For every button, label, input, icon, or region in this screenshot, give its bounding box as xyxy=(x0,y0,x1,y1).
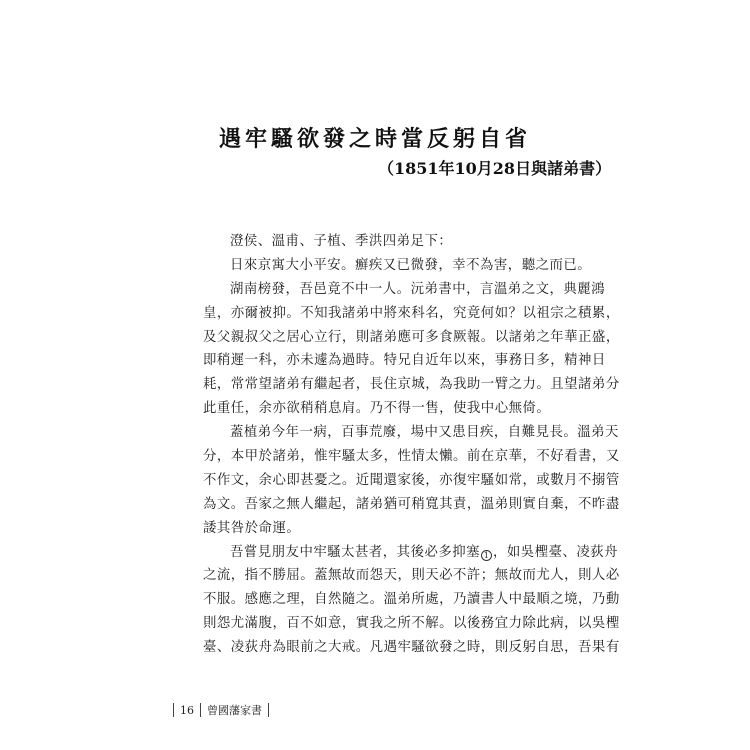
text-line-content: 湖南榜發，吾邑竟不中一人。沅弟書中，言溫弟之文，典麗鴻 xyxy=(230,281,606,297)
text-line xyxy=(203,541,619,565)
text-line xyxy=(203,588,620,612)
page-footer xyxy=(173,702,269,718)
text-line-content: 日來京寓大小平安。癬疾又已微發，幸不為害，聽之而已。 xyxy=(230,257,592,273)
text-line-content: 吾嘗見朋友中牢騷太甚者，其後必多抑塞 xyxy=(230,544,481,560)
page-subtitle: （1851年10月28日與諸弟書） xyxy=(378,159,612,178)
book-title: 曾國藩家書 xyxy=(207,704,262,717)
text-line-content: 蓋植弟今年一病，百事荒廢，場中又患目疾，自難見長。溫弟天 xyxy=(230,425,619,441)
text-line xyxy=(203,397,573,421)
text-line xyxy=(203,517,573,541)
text-line-continuation: ，如吳檉臺、凌荻舟 xyxy=(493,544,619,560)
text-line xyxy=(203,445,620,469)
text-line xyxy=(203,326,620,350)
text-line-content: 即稍遲一科，亦未遽為過時。特兄自近年以來，事務日多，精神日 xyxy=(203,353,606,369)
text-line-content: 為文。吾家之無人繼起，諸弟猶可稍寬其責，溫弟則實自棄，不昨盡 xyxy=(203,496,620,512)
text-line xyxy=(203,421,619,445)
footnote-marker: 1 xyxy=(481,550,492,561)
text-line xyxy=(203,349,606,373)
letter-body xyxy=(203,230,620,660)
text-line-content: 及父親叔父之居心立行，則諸弟應可多食厥報。以諸弟之年華正盛， xyxy=(203,329,620,345)
footer-divider xyxy=(268,703,269,717)
text-line-content: 皇，亦爾被抑。不知我諸弟中將來科名，究竟何如？以祖宗之積累， xyxy=(203,305,620,321)
text-line-content: 臺、凌荻舟為眼前之大戒。凡遇牢騷欲發之時，則反躬自思，吾果有 xyxy=(203,640,620,656)
text-line xyxy=(203,278,606,302)
text-line-content: 澄侯、溫甫、子植、季洪四弟足下： xyxy=(230,234,453,249)
text-line-content: 則怨尤滿腹，百不如意，實我之所不解。以後務宜力除此病，以吳檉 xyxy=(203,616,620,632)
text-line xyxy=(203,469,620,493)
footer-divider xyxy=(173,703,174,717)
text-line-content: 之流，指不勝屈。蓋無故而怨天，則天必不許；無故而尤人，則人必 xyxy=(203,568,620,584)
text-line xyxy=(203,636,620,660)
text-line xyxy=(203,230,573,254)
text-line-content: 諉其咎於命運。 xyxy=(203,520,301,536)
text-line-content: 此重任，余亦欲稍稍息肩。乃不得一售，使我中心無倚。 xyxy=(203,401,551,417)
text-line-content: 耗，常常望諸弟有繼起者，長住京城，為我助一臂之力。且望諸弟分 xyxy=(203,377,620,393)
text-line xyxy=(203,373,620,397)
text-line-content: 不服。感應之理，自然隨之。溫弟所處，乃讀書人中最順之境，乃動 xyxy=(203,592,620,608)
page-number: 16 xyxy=(180,703,194,717)
text-line xyxy=(203,493,620,517)
text-line-content: 分，本甲於諸弟，惟牢騷太多，性情太懶。前在京華，不好看書，又 xyxy=(203,449,620,465)
page-title: 遇牢騷欲發之時當反躬自省 xyxy=(218,126,531,152)
text-line xyxy=(203,564,620,588)
text-line xyxy=(203,254,592,278)
footer-divider xyxy=(200,703,201,717)
text-line xyxy=(203,302,620,326)
text-line-content: 不作文，余心即甚憂之。近聞還家後，亦復牢騷如常，或數月不搦管 xyxy=(203,472,620,488)
text-line xyxy=(203,612,620,636)
